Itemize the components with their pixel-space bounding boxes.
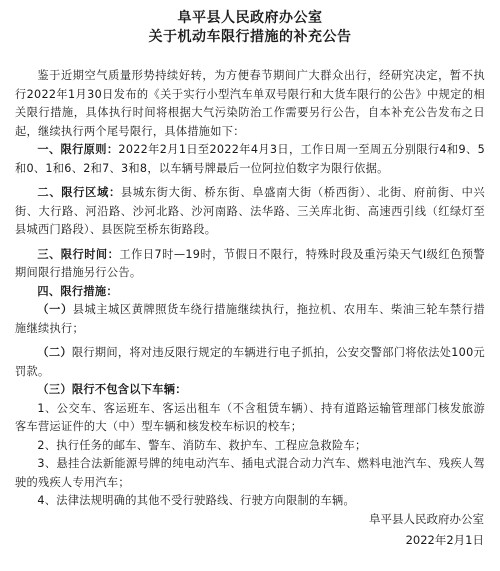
section-measures-heading: 四、限行措施： [37, 284, 118, 298]
measure-two-label: （二） [37, 346, 72, 359]
signature-organization: 阜平县人民政府办公室 [369, 512, 484, 526]
intro-paragraph: 鉴于近期空气质量形势持续好转，为方便春节期间广大群众出行，经研究决定，暂不执行2022年1月30日发布的《关于实行小型汽车单双号限行和大货车限行的公告》中规定的相关限行措施，具体执行时间将根据大气污染防治工作需要另行公告，自本补充公告发布之日起，继续执行两个尾号限行，具体措施如下： [15, 69, 485, 138]
section-restriction-principle [15, 141, 485, 178]
section-restriction-principle-text: 2022年2月1日至2022年4月3日，工作日周一至周五分别限行4和9、5和0、1和6、2和7、3和8，以车辆号牌最后一位阿拉伯数字为限行依据。 [15, 143, 485, 175]
section-restriction-area [15, 184, 485, 240]
measure-one-text: 县城主城区黄牌照货车绕行措施继续执行，拖拉机、农用车、柴油三轮车禁行措施继续执行； [15, 303, 485, 335]
measure-two [15, 344, 485, 381]
section-restriction-area-label: 二、限行区域： [37, 186, 121, 199]
section-restriction-area-text: 县城东街大街、桥东街、阜盛南大街（桥西街）、北街、府前街、中兴街、大行路、河沿路、沙河北路、沙河南路、法华路、三关库北街、高速西引线（红绿灯至县城西门路段）、县医院至桥东街路段。 [15, 186, 486, 236]
measure-one-label: （一） [37, 303, 73, 316]
exemption-item-3: 3、悬挂合法新能源号牌的纯电动汽车、插电式混合动力汽车、燃料电池汽车、残疾人驾驶的残疾人专用汽车； [15, 457, 485, 489]
section-restriction-time-text: 工作日7时—19时，节假日不限行，特殊时段及重污染天气Ⅰ级红色预警期间限行措施另行公告。 [15, 247, 485, 279]
measure-one [15, 301, 485, 338]
section-restriction-principle-label: 一、限行原则： [37, 143, 119, 156]
exemption-item-4: 4、法律法规明确的其他不受行驶路线、行驶方向限制的车辆。 [37, 494, 355, 507]
signature-date: 2022年2月1日 [405, 533, 484, 547]
measure-two-text: 限行期间，将对违反限行规定的车辆进行电子抓拍，公安交警部门将依法处100元罚款。 [15, 346, 485, 378]
exemptions-heading: （三）限行不包含以下车辆： [37, 383, 187, 396]
exemption-item-1: 1、公交车、客运班车、客运出租车（不含租赁车辆）、持有道路运输管理部门核发旅游客车营运证件的大（中）型车辆和核发校车标识的校车； [15, 401, 485, 433]
document-title-line1: 阜平县人民政府办公室 [177, 10, 323, 26]
document-title-line2: 关于机动车限行措施的补充公告 [148, 29, 352, 45]
section-restriction-time [15, 246, 485, 283]
exemption-item-2: 2、执行任务的邮车、警车、消防车、救护车、工程应急救险车； [37, 438, 367, 452]
section-restriction-time-label: 三、限行时间： [37, 247, 120, 261]
